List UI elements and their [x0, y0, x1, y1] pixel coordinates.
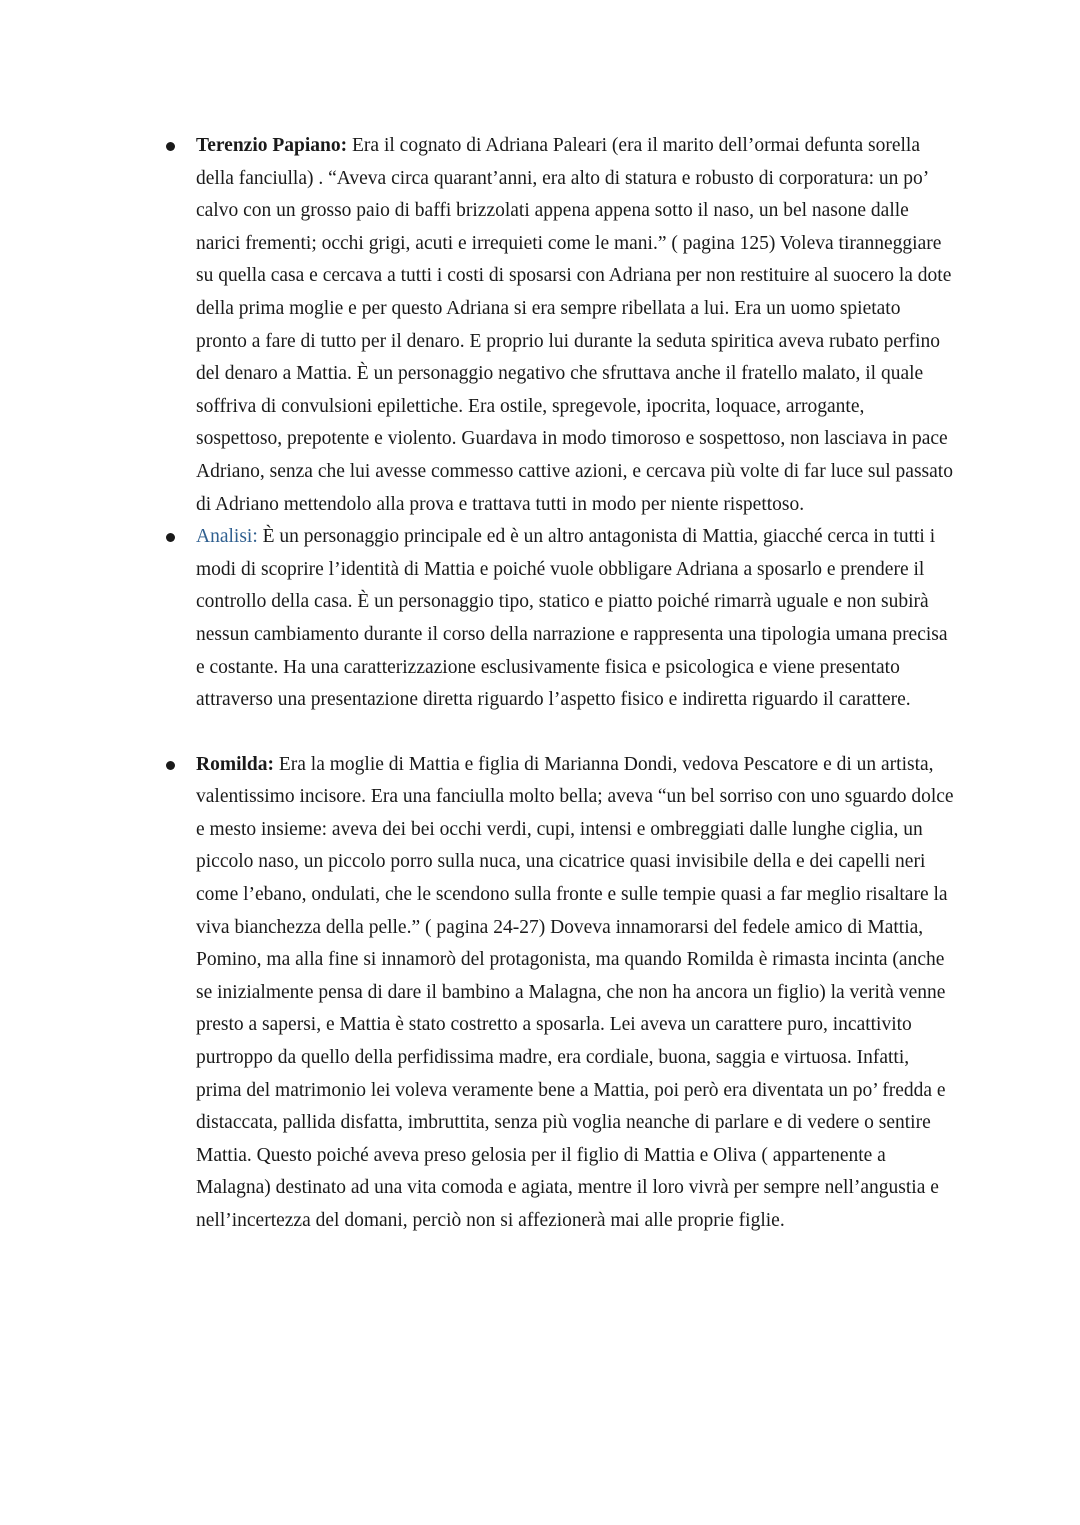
- character-name: Romilda:: [196, 753, 274, 775]
- character-name: Terenzio Papiano:: [196, 135, 348, 156]
- list-item-romilda: [0, 749, 1080, 1238]
- analysis-label: Analisi:: [196, 526, 258, 548]
- bullet-icon: [166, 533, 175, 542]
- character-list: [0, 130, 1080, 1238]
- analysis-description: È un personaggio principale ed è un altro antagonista di Mattia, giacché cerca in tutti i modi di scoprire l’identità di Mattia e poiché vuole obbligare Adriana a sposarlo e prendere il controllo della casa. È un personaggio tipo, statico e piatto poiché rimarrà uguale e non subirà nessun cambiamento durante il corso della narrazione e rappresenta una tipologia umana precisa e costante. Ha una caratterizzazione esclusivamente fisica e psicologica e viene presentato attraverso una presentazione diretta riguardo l’aspetto fisico e indiretta riguardo il carattere.: [196, 526, 948, 711]
- character-description: Era il cognato di Adriana Paleari (era il marito dell’ormai defunta sorella della fanciulla) . “Aveva circa quarant’anni, era alto di statura e robusto di corporatura: un po’ calvo con un grosso paio di baffi brizzolati appena appena sotto il naso, un bel nasone dalle narici frementi; occhi grigi, acuti e irrequieti come le mani.” ( pagina 125) Voleva tiranneggiare su quella casa e cercava a tutti i costi di sposarsi con Adriana per non restituire al suocero la dote della prima moglie e per questo Adriana si era sempre ribellata a lui. Era un uomo spietato pronto a fare di tutto per il denaro. E proprio lui durante la seduta spiritica aveva rubato perfino del denaro a Mattia. È un personaggio negativo che sfruttava anche il fratello malato, il quale soffriva di convulsioni epilettiche. Era ostile, spregevole, ipocrita, loquace, arrogante, sospettoso, prepotente e violento. Guardava in modo timoroso e sospettoso, non lasciava in pace Adriano, senza che lui avesse commesso cattive azioni, e cercava più volte di far luce sul passato di Adriano mettendolo alla prova e trattava tutti in modo per niente rispettoso.: [196, 135, 953, 515]
- list-item-analisi: [0, 521, 1080, 717]
- list-item-papiano: [0, 130, 1080, 521]
- bullet-icon: [166, 761, 175, 770]
- bullet-icon: [166, 142, 175, 151]
- character-description: Era la moglie di Mattia e figlia di Marianna Dondi, vedova Pescatore e di un artista, valentissimo incisore. Era una fanciulla molto bella; aveva “un bel sorriso con uno sguardo dolce e mesto insieme: aveva dei bei occhi verdi, cupi, intensi e ombreggiati dalle lunghe ciglia, un piccolo naso, un piccolo porro sulla nuca, una cicatrice quasi invisibile della e dei capelli neri come l’ebano, ondulati, che le scendono sulla fronte e sulle tempie quasi a far meglio risaltare la viva bianchezza della pelle.” ( pagina 24-27) Doveva innamorarsi del fedele amico di Mattia, Pomino, ma alla fine si innamorò del protagonista, ma quando Romilda è rimasta incinta (anche se inizialmente pensa di dare il bambino a Malagna, che non ha ancora un figlio) la verità venne presto a sapersi, e Mattia è stato costretto a sposarla. Lei aveva un carattere puro, incattivito purtroppo da quello della perfidissima madre, era cordiale, buona, saggia e virtuosa. Infatti, prima del matrimonio lei voleva veramente bene a Mattia, poi però era diventata un po’ fredda e distaccata, pallida disfatta, imbruttita, senza più voglia neanche di parlare e di vedere o sentire Mattia. Questo poiché aveva preso gelosia per il figlio di Mattia e Oliva ( appartenente a Malagna) destinato ad una vita comoda e agiata, mentre il loro vivrà per sempre nell’angustia e nell’incertezza del domani, perciò non si affezionerà mai alle proprie figlie.: [196, 753, 954, 1231]
